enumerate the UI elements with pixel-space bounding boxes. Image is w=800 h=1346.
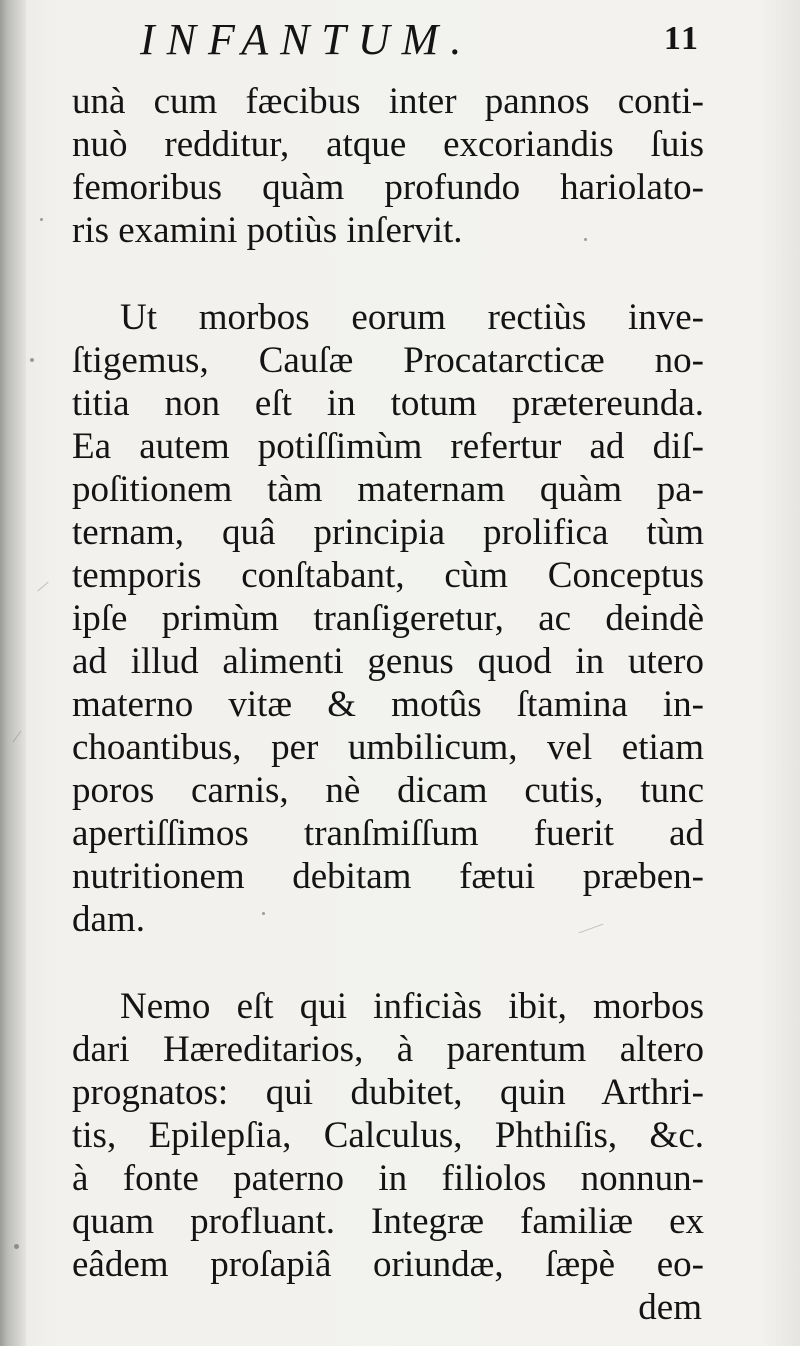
page-header xyxy=(140,14,700,74)
paper-speck xyxy=(262,912,265,915)
text-line: Nemo eſt qui inficiàs ibit, morbos xyxy=(120,986,704,1027)
catchword: dem xyxy=(638,1287,702,1328)
text-line: choantibus, per umbilicum, vel etiam xyxy=(72,727,704,768)
text-line: titia non eſt in totum prætereunda. xyxy=(72,383,704,424)
text-line: Ut morbos eorum rectiùs inve- xyxy=(120,297,704,338)
text-line: temporis conſtabant, cùm Conceptus xyxy=(72,555,704,596)
text-line: ſtigemus, Cauſæ Procatarcticæ no- xyxy=(72,340,704,381)
text-line: dari Hæreditarios, à parentum altero xyxy=(72,1029,704,1070)
text-line: tis, Epilepſia, Calculus, Phthiſis, &c. xyxy=(72,1115,704,1156)
text-line: à fonte paterno in filiolos nonnun- xyxy=(72,1158,704,1199)
paper-speck xyxy=(14,1244,19,1249)
text-line: poſitionem tàm maternam quàm pa- xyxy=(72,469,704,510)
paper-speck xyxy=(30,358,34,362)
paragraph-gap xyxy=(72,252,704,296)
page-number: 11 xyxy=(663,20,700,57)
text-line: eâdem proſapiâ oriundæ, ſæpè eo- xyxy=(72,1244,704,1285)
text-line: quam profluant. Integræ familiæ ex xyxy=(72,1201,704,1242)
text-line: ris examini potiùs inſervit. xyxy=(72,210,463,251)
text-line: femoribus quàm profundo hariolato- xyxy=(72,167,704,208)
paper-speck xyxy=(584,238,587,241)
text-line: poros carnis, nè dicam cutis, tunc xyxy=(72,770,704,811)
text-line: nuò redditur, atque excoriandis ſuis xyxy=(72,124,704,165)
text-line: ipſe primùm tranſigeretur, ac deindè xyxy=(72,598,704,639)
text-line: materno vitæ & motûs ſtamina in- xyxy=(72,684,704,725)
page-gutter-shadow xyxy=(0,0,26,1346)
text-line: apertiſſimos tranſmiſſum fuerit ad xyxy=(72,813,704,854)
paragraph-1 xyxy=(72,80,704,252)
text-line: Ea autem potiſſimùm refertur ad diſ- xyxy=(72,426,704,467)
text-line: nutritionem debitam fætui præben- xyxy=(72,856,704,897)
paragraph-2 xyxy=(72,296,704,941)
text-line: ad illud alimenti genus quod in utero xyxy=(72,641,704,682)
paper-speck xyxy=(40,218,43,221)
text-line: ternam, quâ principia prolifica tùm xyxy=(72,512,704,553)
text-line: dam. xyxy=(72,899,145,940)
text-line: unà cum fæcibus inter pannos conti- xyxy=(72,81,704,122)
running-head: INFANTUM. xyxy=(140,15,474,64)
paragraph-gap xyxy=(72,941,704,985)
text-line: prognatos: qui dubitet, quin Arthri- xyxy=(72,1072,704,1113)
paper-scratch xyxy=(37,582,48,592)
body-text xyxy=(72,80,704,1329)
paragraph-3 xyxy=(72,985,704,1286)
